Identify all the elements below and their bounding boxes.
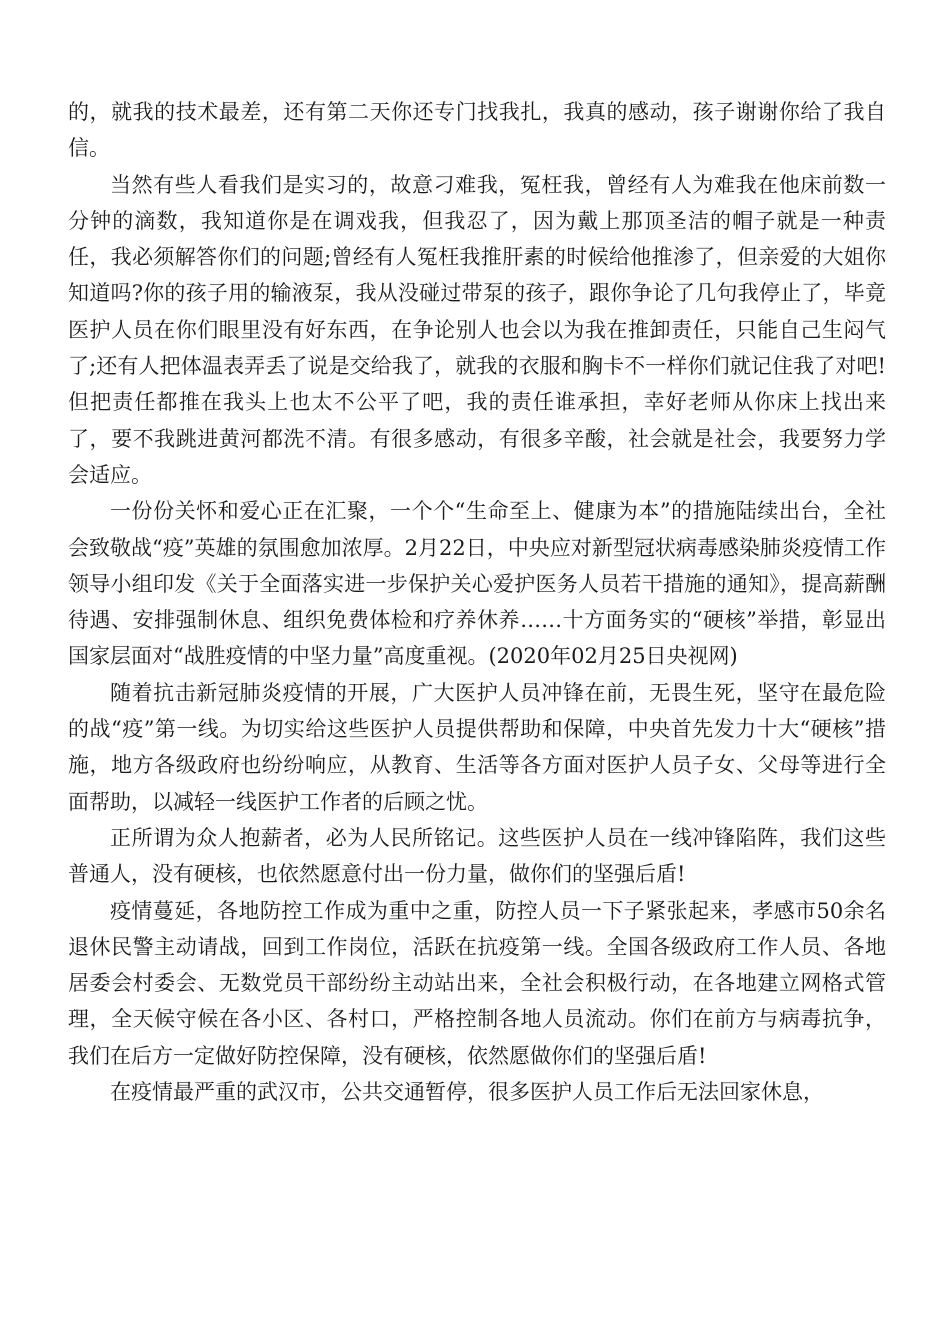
paragraph-3: 一份份关怀和爱心正在汇聚，一个个“生命至上、健康为本”的措施陆续出台，全社会致敬战“疫”英雄的氛围愈加浓厚。2月22日，中央应对新型冠状病毒感染肺炎疫情工作领导小组印发《关于全面落实进一步保护关心爱护医务人员若干措施的通知》，提高薪酬待遇、安排强制休息、组织免费体检和疗养休养……十方面务实的“硬核”举措，彰显出国家层面对“战胜疫情的中坚力量”高度重视。(2020年02月25日央视网) xyxy=(68,499,886,669)
paragraph-2: 当然有些人看我们是实习的，故意刁难我，冤枉我，曾经有人为难我在他床前数一分钟的滴数，我知道你是在调戏我，但我忍了，因为戴上那顶圣洁的帽子就是一种责任，我必须解答你们的问题;曾经有人冤枉我推肝素的时候给他推渗了，但亲爱的大姐你知道吗?你的孩子用的输液泵，我从没碰过带泵的孩子，跟你争论了几句我停止了，毕竟医护人员在你们眼里没有好东西，在争论别人也会以为我在推卸责任，只能自己生闷气了;还有人把体温表弄丢了说是交给我了，就我的衣服和胸卡不一样你们就记住我了对吧!但把责任都推在我头上也太不公平了吧，我的责任谁承担，幸好老师从你床上找出来了，要不我跳进黄河都洗不清。有很多感动，有很多辛酸，社会就是社会，我要努力学会适应。 xyxy=(68,172,886,487)
paragraph-6: 疫情蔓延，各地防控工作成为重中之重，防控人员一下子紧张起来，孝感市50余名退休民警主动请战，回到工作岗位，活跃在抗疫第一线。全国各级政府工作人员、各地居委会村委会、无数党员干部纷纷主动站出来，全社会积极行动，在各地建立网格式管理，全天候守候在各小区、各村口，严格控制各地人员流动。你们在前方与病毒抗争，我们在后方一定做好防控保障，没有硬核，依然愿做你们的坚强后盾! xyxy=(68,898,886,1068)
paragraph-7: 在疫情最严重的武汉市，公共交通暂停，很多医护人员工作后无法回家休息， xyxy=(110,1080,824,1105)
paragraph-1: 的，就我的技术最差，还有第二天你还专门找我扎，我真的感动，孩子谢谢你给了我自信。 xyxy=(68,100,886,161)
paragraph-5: 正所谓为众人抱薪者，必为人民所铭记。这些医护人员在一线冲锋陷阵，我们这些普通人，没有硬核，也依然愿意付出一份力量，做你们的坚强后盾! xyxy=(68,825,886,887)
paragraph-4: 随着抗击新冠肺炎疫情的开展，广大医护人员冲锋在前，无畏生死，坚守在最危险的战“疫”第一线。为切实给这些医护人员提供帮助和保障，中央首先发力十大“硬核”措施，地方各级政府也纷纷响应，从教育、生活等各方面对医护人员子女、父母等进行全面帮助，以减轻一线医护工作者的后顾之忧。 xyxy=(68,680,886,814)
document-page xyxy=(68,94,886,1110)
